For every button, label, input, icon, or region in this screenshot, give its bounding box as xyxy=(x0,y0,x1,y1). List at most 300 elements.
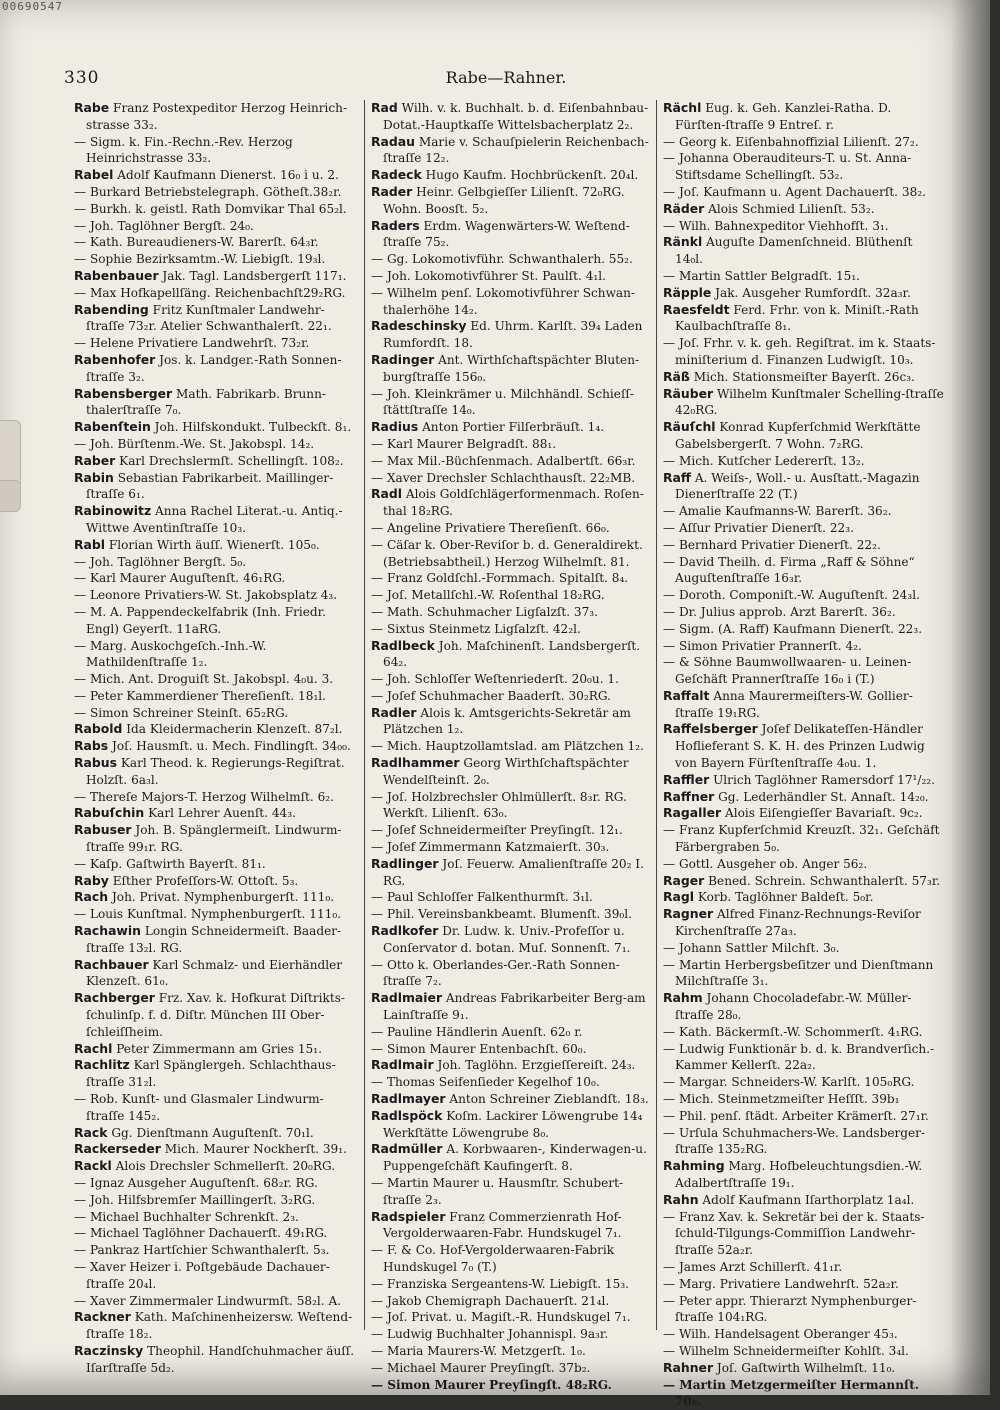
entry-surname: Räuber xyxy=(663,385,714,401)
directory-entry xyxy=(371,889,652,906)
entry-details: Anna Rachel Literat.-u. Antiq.-Wittwe Aventinſtraſſe 10₃. xyxy=(86,504,343,535)
entry-surname: Raesfeldt xyxy=(663,301,730,317)
directory-entry xyxy=(74,1091,360,1125)
directory-entry xyxy=(371,134,652,168)
column-3 xyxy=(656,100,948,1409)
directory-entry xyxy=(74,554,360,571)
entry-details: Eſther Profeſſors-W. Ottoſt. 5₃. xyxy=(112,873,299,888)
directory-entry xyxy=(371,1326,652,1343)
directory-entry xyxy=(371,537,652,571)
entry-details: Franz Commerzienrath Hof-Vergolderwaaren-Fabr. Hundskugel 7₁. xyxy=(383,1209,622,1241)
directory-entry xyxy=(663,1158,944,1192)
entry-details: Joh. B. Spänglermeiſt. Lindwurm-ſtraſſe 99₁r. RG. xyxy=(86,823,342,855)
directory-entry xyxy=(74,906,360,923)
directory-entry xyxy=(663,990,944,1024)
entry-surname: Rabl xyxy=(74,536,106,552)
entry-details: — Franziska Sergeantens-W. Liebigſt. 15₃. xyxy=(371,1276,630,1291)
directory-entry xyxy=(74,856,360,873)
entry-surname: Rächl xyxy=(663,100,702,115)
entry-details: — Louis Kunſtmal. Nymphenburgerſt. 111₀. xyxy=(74,907,342,922)
directory-entry xyxy=(663,150,944,184)
entry-details: — Xaver Drechsler Schlachthausſt. 22₂MB. xyxy=(371,470,636,485)
directory-entry xyxy=(74,805,360,822)
directory-entry xyxy=(74,1125,360,1142)
directory-entry xyxy=(663,772,944,789)
directory-entry xyxy=(663,453,944,470)
entry-details: — Sixtus Steinmetz Ligſalzſt. 42₂l. xyxy=(371,621,581,636)
entry-details: — Joſ. Kaufmann u. Agent Dachauerſt. 38₂. xyxy=(663,184,926,199)
directory-entry xyxy=(663,218,944,235)
directory-entry xyxy=(371,604,652,621)
entry-details: — Phil. penſ. ſtädt. Arbeiter Krämerſt. 27₁r. xyxy=(663,1108,929,1123)
entry-details: — Xaver Heizer i. Poſtgebäude Dachauer-ſtraſſe 20₄l. xyxy=(74,1259,330,1291)
directory-entry xyxy=(74,1343,360,1377)
entry-details: Hugo Kaufm. Hochbrückenſt. 20₄l. xyxy=(425,168,639,183)
entry-surname: Rachawin xyxy=(74,923,141,939)
entry-details: Konrad Kupferſchmid Werkſtätte Gabelsbergerſt. 7 Wohn. 7₂RG. xyxy=(675,420,921,451)
running-head: Rabe—Rahner. xyxy=(445,68,567,87)
entry-details: — Xaver Zimmermaler Lindwurmſt. 58₂l. A. xyxy=(74,1293,342,1308)
entry-details: Sebastian Fabrikarbeit. Maillinger-ſtraſſe 6₁. xyxy=(86,470,334,502)
column-1 xyxy=(72,100,364,1375)
entry-details: Joſef Delikateſſen-Händler Hoflieferant S. K. H. des Prinzen Ludwig von Bayern Fürſtenſtraſſe 4₀u. 1. xyxy=(675,722,925,771)
entry-surname: Radspieler xyxy=(371,1208,446,1224)
directory-entry xyxy=(663,604,944,621)
directory-entry xyxy=(663,721,944,771)
directory-entry xyxy=(663,386,944,420)
entry-details: — Wilhelm Schneidermeiſter Kohlſt. 3₄l. xyxy=(663,1343,909,1358)
entry-details: — Helene Privatiere Landwehrſt. 73₂r. xyxy=(74,336,310,351)
entry-surname: Radlbeck xyxy=(371,637,435,653)
entry-surname: Radinger xyxy=(371,351,435,367)
entry-surname: Rabensberger xyxy=(74,385,173,401)
entry-surname: Raffler xyxy=(663,771,710,787)
directory-entry xyxy=(74,822,360,856)
directory-entry xyxy=(74,638,360,672)
entry-surname: Rad xyxy=(371,100,398,115)
entry-details: Florian Wirth äuſſ. Wienerſt. 105₀. xyxy=(108,537,320,552)
entry-details: — Simon Maurer Preyſingſt. 48₂RG. xyxy=(371,1377,612,1392)
entry-surname: Räpple xyxy=(663,284,712,300)
entry-details: Ulrich Taglöhner Ramersdorf 17¹/₂₂. xyxy=(713,772,935,787)
directory-entry xyxy=(74,570,360,587)
directory-entry xyxy=(663,1024,944,1041)
entry-surname: Rahn xyxy=(663,1191,699,1207)
directory-entry xyxy=(663,184,944,201)
entry-details: — Sophie Bezirksamtm.-W. Liebigſt. 19₃l. xyxy=(74,252,326,267)
directory-entry xyxy=(663,1108,944,1125)
directory-entry xyxy=(371,587,652,604)
entry-surname: Rackerseder xyxy=(74,1141,161,1157)
directory-entry xyxy=(74,201,360,218)
directory-entry xyxy=(371,1057,652,1074)
entry-details: — Joh. Taglöhner Bergſt. 24₀. xyxy=(74,218,254,233)
directory-entry xyxy=(371,1209,652,1243)
entry-surname: Radlmaier xyxy=(371,990,443,1006)
directory-entry xyxy=(371,839,652,856)
entry-surname: Ragner xyxy=(663,906,714,922)
directory-entry xyxy=(74,1242,360,1259)
entry-details: — Kath. Bureaudieners-W. Barerſt. 64₃r. xyxy=(74,235,319,250)
directory-entry xyxy=(74,1041,360,1058)
directory-entry xyxy=(371,1175,652,1209)
entry-details: Andreas Fabrikarbeiter Berg-am Lainſtraſſe 9₁. xyxy=(383,991,646,1023)
entry-details: — Maria Maurers-W. Metzgerſt. 1₀. xyxy=(371,1343,586,1358)
entry-details: Ida Kleidermacherin Klenzeſt. 87₂l. xyxy=(126,722,343,737)
entry-details: — James Arzt Schillerſt. 41₁r. xyxy=(663,1259,843,1274)
directory-entry xyxy=(371,268,652,285)
entry-surname: Rahming xyxy=(663,1158,725,1174)
entry-details: Marg. Hofbeleuchtungsdien.-W. Adalbertſtraſſe 19₁. xyxy=(675,1159,923,1190)
entry-details: — Ludwig Funktionär b. d. k. Brandverſich.-Kammer Kellerſt. 22a₂. xyxy=(663,1041,935,1073)
entry-details: — Max Mil.-Büchſenmach. Adalbertſt. 66₃r. xyxy=(371,453,636,468)
directory-entry xyxy=(371,1343,652,1360)
entry-details: — Michael Taglöhner Dachauerſt. 49₁RG. xyxy=(74,1226,328,1241)
directory-entry xyxy=(74,889,360,906)
entry-details: — Peter appr. Thierarzt Nymphenburger-ſtraſſe 104₁RG. xyxy=(663,1293,917,1325)
entry-details: Dr. Ludw. k. Univ.-Profeſſor u. Conſervator d. botan. Muſ. Sonnenſt. 7₁. xyxy=(383,924,631,955)
directory-entry xyxy=(74,167,360,184)
entry-surname: Radlhammer xyxy=(371,755,460,771)
directory-entry xyxy=(74,1225,360,1242)
directory-entry xyxy=(663,268,944,285)
directory-entry xyxy=(371,520,652,537)
entry-details: Karl Theod. k. Regierungs-Regiſtrat. Holzſt. 6a₃l. xyxy=(86,756,345,787)
entry-details: — Wilhelm penſ. Lokomotivführer Schwan-thalerhöhe 14₂. xyxy=(371,285,636,317)
directory-entry xyxy=(74,1175,360,1192)
directory-entry xyxy=(371,822,652,839)
entry-details: — Sigm. (A. Raff) Kaufmann Dienerſt. 22₃. xyxy=(663,621,923,636)
page-header xyxy=(64,68,948,92)
entry-details: — Math. Schuhmacher Ligſalzſt. 37₃. xyxy=(371,604,598,619)
entry-surname: Rabuser xyxy=(74,822,132,838)
entry-details: — F. & Co. Hof-Vergolderwaaren-Fabrik Hundskugel 7₀ (T.) xyxy=(371,1243,615,1274)
entry-details: — Joſ. Metallſchl.-W. Roſenthal 18₂RG. xyxy=(371,588,605,603)
entry-details: Karl Spänglergeh. Schlachthaus-ſtraſſe 31₂l. xyxy=(86,1058,336,1090)
entry-surname: Raby xyxy=(74,872,109,888)
directory-entry xyxy=(663,537,944,554)
directory-entry xyxy=(74,386,360,420)
column-2 xyxy=(364,100,656,1392)
entry-details: Alois Eiſengieſſer Bavariaſt. 9c₂. xyxy=(725,806,923,821)
directory-entry xyxy=(371,789,652,823)
directory-entry xyxy=(74,134,360,168)
entry-surname: Rach xyxy=(74,889,109,905)
entry-details: Alois Goldſchlägerformenmach. Roſen-thal 18₂RG. xyxy=(383,487,644,519)
directory-entry xyxy=(371,1360,652,1377)
entry-details: — Paul Schloſſer Falkenthurmſt. 3₁l. xyxy=(371,890,593,905)
entry-details: — Doroth. Componiſt.-W. Auguſtenſt. 24₃l. xyxy=(663,588,920,603)
directory-entry xyxy=(74,604,360,638)
entry-details: — Joh. Kleinkrämer u. Milchhändl. Schieſſ-ſtättſtraſſe 14₀. xyxy=(371,386,634,418)
entry-details: Jak. Ausgeher Rumfordſt. 32a₃r. xyxy=(715,285,911,300)
entry-details: Mich. Maurer Nockherſt. 39₁. xyxy=(164,1142,347,1157)
entry-details: — Joſef Schuhmacher Baaderſt. 30₂RG. xyxy=(371,688,611,703)
entry-details: — Joh. Taglöhner Bergſt. 5₀. xyxy=(74,554,247,569)
directory-entry xyxy=(371,570,652,587)
entry-surname: Rabenſtein xyxy=(74,419,151,435)
directory-entry xyxy=(371,1377,652,1394)
entry-surname: Radius xyxy=(371,419,419,435)
directory-entry xyxy=(371,738,652,755)
directory-entry xyxy=(371,671,652,688)
entry-details: — Angeline Privatiere Thereſienſt. 66₀. xyxy=(371,520,610,535)
entry-surname: Rackl xyxy=(74,1158,112,1174)
directory-entry xyxy=(663,302,944,336)
directory-entry xyxy=(663,940,944,957)
entry-surname: Raber xyxy=(74,452,116,468)
entry-details: — Rob. Kunſt- und Glasmaler Lindwurm-ſtraſſe 145₂. xyxy=(74,1092,324,1123)
entry-details: — Mich. Hauptzollamtslad. am Plätzchen 1₂. xyxy=(371,739,644,754)
entry-details: Frz. Xav. k. Hofkurat Diſtrikts-ſchulinſp. f. d. Diſtr. München III Ober-ſchleiſſheim. xyxy=(86,991,346,1039)
directory-entry xyxy=(663,873,944,890)
directory-entry xyxy=(371,436,652,453)
entry-details: — Franz Xav. k. Sekretär bei der k. Staats-ſchuld-Tilgungs-Commiſſion Landwehr-ſtraſſe 52a₂r. xyxy=(663,1209,925,1258)
directory-entry xyxy=(74,1192,360,1209)
entry-details: Adolf Kaufmann Dienerst. 16₀ i u. 2. xyxy=(117,168,339,183)
directory-entry xyxy=(74,789,360,806)
entry-details: — Marg. Auskochgeſch.-Inh.-W. Mathildenſtraſſe 1₂. xyxy=(74,638,267,670)
directory-entry xyxy=(371,1276,652,1293)
directory-columns xyxy=(72,100,950,1409)
directory-entry xyxy=(663,856,944,873)
entry-details: — Ludwig Buchhalter Johannispl. 9a₃r. xyxy=(371,1327,609,1342)
entry-surname: Rahner xyxy=(663,1359,714,1375)
directory-entry xyxy=(74,352,360,386)
directory-entry xyxy=(371,167,652,184)
directory-entry xyxy=(371,184,652,218)
directory-entry xyxy=(663,1326,944,1343)
directory-entry xyxy=(74,1209,360,1226)
directory-entry xyxy=(74,537,360,554)
directory-entry xyxy=(371,957,652,991)
entry-surname: Rachbauer xyxy=(74,956,149,972)
directory-entry xyxy=(663,419,944,453)
entry-details: — Marg. Privatiere Landwehrſt. 52a₂r. xyxy=(663,1276,899,1291)
directory-entry xyxy=(663,805,944,822)
entry-surname: Rager xyxy=(663,872,705,888)
entry-details: — Pankraz Hartſchier Schwanthalerſt. 5₃. xyxy=(74,1243,330,1258)
entry-surname: Rachl xyxy=(74,1040,113,1056)
entry-details: Gg. Lederhändler St. Annaſt. 14₂₀. xyxy=(718,789,929,804)
entry-surname: Rabus xyxy=(74,755,117,771)
entry-details: Jak. Tagl. Landsbergerſt 117₁. xyxy=(162,268,347,283)
entry-surname: Ragl xyxy=(663,889,695,905)
entry-details: — Dr. Julius approb. Arzt Barerſt. 36₂. xyxy=(663,604,896,619)
directory-entry xyxy=(74,1259,360,1293)
entry-surname: Rack xyxy=(74,1124,108,1140)
entry-details: — Joſ. Frhr. v. k. geh. Regiſtrat. im k. Staats-miniſterium d. Finanzen Ludwigſt. 10₃. xyxy=(663,336,936,367)
directory-entry xyxy=(371,470,652,487)
entry-details: Ferd. Frhr. von k. Miniſt.-Rath Kaulbachſtraſſe 8₁. xyxy=(675,302,919,334)
entry-details: — Thomas Seifenſieder Kegelhof 10₀. xyxy=(371,1075,600,1090)
directory-entry xyxy=(74,1158,360,1175)
entry-details: Karl Schmalz- und Eierhändler Klenzeſt. 61₀. xyxy=(86,957,343,989)
directory-entry xyxy=(371,990,652,1024)
directory-entry xyxy=(371,318,652,352)
entry-details: Alfred Finanz-Rechnungs-Reviſor Kirchenſtraſſe 27a₃. xyxy=(675,907,921,939)
entry-surname: Rabel xyxy=(74,167,114,183)
entry-details: Alois Drechsler Schmellerſt. 20₀RG. xyxy=(115,1159,336,1174)
directory-entry xyxy=(371,218,652,252)
directory-entry xyxy=(371,1091,652,1108)
entry-details: Franz Postexpeditor Herzog Heinrich-strasse 33₂. xyxy=(86,101,348,132)
entry-details: — Johann Sattler Milchſt. 3₀. xyxy=(663,940,840,955)
directory-entry xyxy=(74,234,360,251)
directory-entry xyxy=(663,554,944,588)
entry-surname: Rabenhofer xyxy=(74,351,156,367)
directory-entry xyxy=(663,789,944,806)
entry-surname: Rabin xyxy=(74,469,114,485)
entry-surname: Rachberger xyxy=(74,990,155,1006)
directory-entry xyxy=(663,503,944,520)
entry-details: — Jakob Chemigraph Dachauerſt. 21₄l. xyxy=(371,1293,610,1308)
entry-details: Joh. Taglöhn. Erzgieſſereiſt. 24₃. xyxy=(437,1058,636,1073)
directory-entry xyxy=(74,302,360,336)
entry-details: Wilhelm Kunſtmaler Schelling-ſtraſſe 42₀RG. xyxy=(675,386,944,418)
directory-entry xyxy=(663,1343,944,1360)
directory-entry xyxy=(371,638,652,672)
entry-details: — Simon Privatier Prannerſt. 4₂. xyxy=(663,638,862,653)
entry-surname: Radmüller xyxy=(371,1141,443,1157)
directory-entry xyxy=(371,1141,652,1175)
entry-details: Mich. Stationsmeiſter Bayerſt. 26c₃. xyxy=(693,369,915,384)
directory-entry xyxy=(663,1293,944,1327)
entry-details: — Urſula Schuhmachers-We. Landsberger-ſtraſſe 135₂RG. xyxy=(663,1125,926,1157)
directory-entry xyxy=(663,1360,944,1377)
entry-details: Georg Wirthſchaftspächter Wendelſteinſt. 2₀. xyxy=(383,756,629,787)
directory-entry xyxy=(663,638,944,655)
directory-entry xyxy=(74,1057,360,1091)
directory-entry xyxy=(371,906,652,923)
entry-details: — Sigm. k. Fin.-Rechn.-Rev. Herzog Heinrichstrasse 33₂. xyxy=(74,134,293,166)
entry-surname: Raffner xyxy=(663,788,715,804)
entry-surname: Radlkofer xyxy=(371,923,439,939)
entry-details: — Max Hofkapellſäng. Reichenbachſt29₂RG. xyxy=(74,285,346,300)
directory-entry xyxy=(74,184,360,201)
directory-entry xyxy=(663,285,944,302)
directory-entry xyxy=(663,1091,944,1108)
entry-details: Ant. Wirthſchaftspächter Bluten-burgſtraſſe 156₀. xyxy=(383,352,640,384)
directory-entry xyxy=(371,856,652,890)
directory-entry xyxy=(663,1125,944,1159)
directory-entry xyxy=(663,688,944,722)
directory-entry xyxy=(371,1293,652,1310)
directory-entry xyxy=(74,268,360,285)
page-tab-marker-lower xyxy=(0,480,21,512)
directory-entry xyxy=(663,822,944,856)
entry-details: Alois Schmied Lilienſt. 53₂. xyxy=(708,201,875,216)
entry-details: Anton Schreiner Zieblandſt. 18₃. xyxy=(449,1092,649,1107)
directory-entry xyxy=(74,671,360,688)
entry-details: — Burkard Betriebstelegraph. Götheſt.38₂r. xyxy=(74,184,342,199)
directory-entry xyxy=(663,1041,944,1075)
entry-details: — Martin Metzgermeiſter Hermannſt. 70₀. xyxy=(663,1377,920,1409)
entry-details: — Franz Goldſchl.-Formmach. Spitalſt. 8₄. xyxy=(371,571,629,586)
entry-surname: Rabending xyxy=(74,301,149,317)
directory-entry xyxy=(74,436,360,453)
entry-surname: Radlmayer xyxy=(371,1091,446,1107)
entry-surname: Rabs xyxy=(74,738,109,754)
directory-entry xyxy=(74,1309,360,1343)
entry-details: Joſ. Hausmſt. u. Mech. Findlingſt. 34₀₀. xyxy=(112,739,351,754)
directory-entry xyxy=(74,990,360,1040)
entry-details: — Cäſar k. Ober-Reviſor b. d. Generaldirekt. (Betriebsabtheil.) Herzog Wilhelmſt. 81. xyxy=(371,537,643,569)
entry-surname: Radler xyxy=(371,704,417,720)
directory-entry xyxy=(74,587,360,604)
entry-details: — Michael Buchhalter Schrenkſt. 2₃. xyxy=(74,1209,299,1224)
entry-details: — Karl Maurer Belgradſt. 88₁. xyxy=(371,436,557,451)
entry-surname: Radlmair xyxy=(371,1057,434,1073)
entry-details: Gg. Dienſtmann Auguſtenſt. 70₁l. xyxy=(111,1125,314,1140)
directory-entry xyxy=(663,369,944,386)
directory-entry xyxy=(371,755,652,789)
directory-entry xyxy=(74,721,360,738)
entry-details: Adolf Kaufmann Iſarthorplatz 1a₄l. xyxy=(702,1192,915,1207)
entry-details: Jos. k. Landger.-Rath Sonnen-ſtraſſe 3₂. xyxy=(86,352,342,384)
directory-entry xyxy=(371,1108,652,1142)
entry-details: Kath. Maſchinenheizersw. Weſtend-ſtraſſe 18₂. xyxy=(86,1310,353,1342)
entry-surname: Radeschinsky xyxy=(371,318,467,334)
directory-entry xyxy=(74,923,360,957)
directory-entry xyxy=(371,251,652,268)
entry-details: — Burkh. k. geistl. Rath Domvikar Thal 65₂l. xyxy=(74,201,347,216)
directory-entry xyxy=(663,1259,944,1276)
directory-entry xyxy=(371,1024,652,1041)
entry-details: — Wilh. Bahnexpeditor Viehhofſt. 3₁. xyxy=(663,218,889,233)
directory-entry xyxy=(663,1209,944,1259)
directory-entry xyxy=(371,688,652,705)
entry-details: — Joſef Schneidermeiſter Preyſingſt. 12₁. xyxy=(371,823,623,838)
directory-entry xyxy=(663,621,944,638)
entry-surname: Radlspöck xyxy=(371,1107,443,1123)
entry-surname: Rabuſchin xyxy=(74,805,145,821)
entry-details: Eug. k. Geh. Kanzlei-Ratha. D. Fürſten-ſtraſſe 9 Entreſ. r. xyxy=(675,101,892,132)
entry-surname: Räuſchl xyxy=(663,419,716,435)
entry-surname: Raders xyxy=(371,217,420,233)
directory-entry xyxy=(371,1309,652,1326)
entry-surname: Rackner xyxy=(74,1309,131,1325)
directory-entry xyxy=(663,100,944,134)
directory-entry xyxy=(663,520,944,537)
entry-details: Joſ. Gaſtwirth Wilhelmſt. 11₀. xyxy=(716,1360,896,1375)
directory-entry xyxy=(371,386,652,420)
entry-details: — Martin Maurer u. Hausmſtr. Schubert-ſtraſſe 2₃. xyxy=(371,1176,624,1207)
page-number: 330 xyxy=(64,68,100,88)
entry-details: Bened. Schrein. Schwanthalerſt. 57₃r. xyxy=(708,873,941,888)
scan-stamp: 00690547 xyxy=(2,0,63,13)
directory-entry xyxy=(663,1192,944,1209)
entry-details: A. Weiſs-, Woll.- u. Ausſtatt.-Magazin Dienerſtraſſe 22 (T.) xyxy=(675,470,920,502)
directory-entry xyxy=(74,688,360,705)
entry-details: Koſm. Lackirer Löwengrube 14₄ Werkſtätte Löwengrube 8₀. xyxy=(383,1108,643,1140)
entry-surname: Raffelsberger xyxy=(663,721,758,737)
directory-entry xyxy=(371,352,652,386)
directory-entry xyxy=(663,134,944,151)
entry-details: Joh. Maſchinenſt. Landsbergerſt. 64₂. xyxy=(383,638,641,670)
entry-surname: Rahm xyxy=(663,990,703,1006)
entry-details: — & Söhne Baumwollwaaren- u. Leinen-Geſchäft Prannerſtraſſe 16₀ i (T.) xyxy=(663,655,912,687)
entry-details: — Simon Maurer Entenbachſt. 60₀. xyxy=(371,1041,587,1056)
directory-entry xyxy=(371,621,652,638)
entry-details: Karl Lehrer Auenſt. 44₃. xyxy=(148,806,296,821)
entry-details: — Otto k. Oberlandes-Ger.-Rath Sonnen-ſtraſſe 7₂. xyxy=(371,957,620,989)
entry-surname: Radlinger xyxy=(371,855,439,871)
entry-surname: Ränkl xyxy=(663,234,703,250)
entry-details: — Karl Maurer Auguſtenſt. 46₁RG. xyxy=(74,571,286,586)
entry-details: — Joſ. Holzbrechsler Ohlmüllerſt. 8₃r. RG. Werkſt. Lilienſt. 63₀. xyxy=(371,789,627,821)
entry-details: — Peter Kammerdiener Thereſienſt. 18₁l. xyxy=(74,688,327,703)
